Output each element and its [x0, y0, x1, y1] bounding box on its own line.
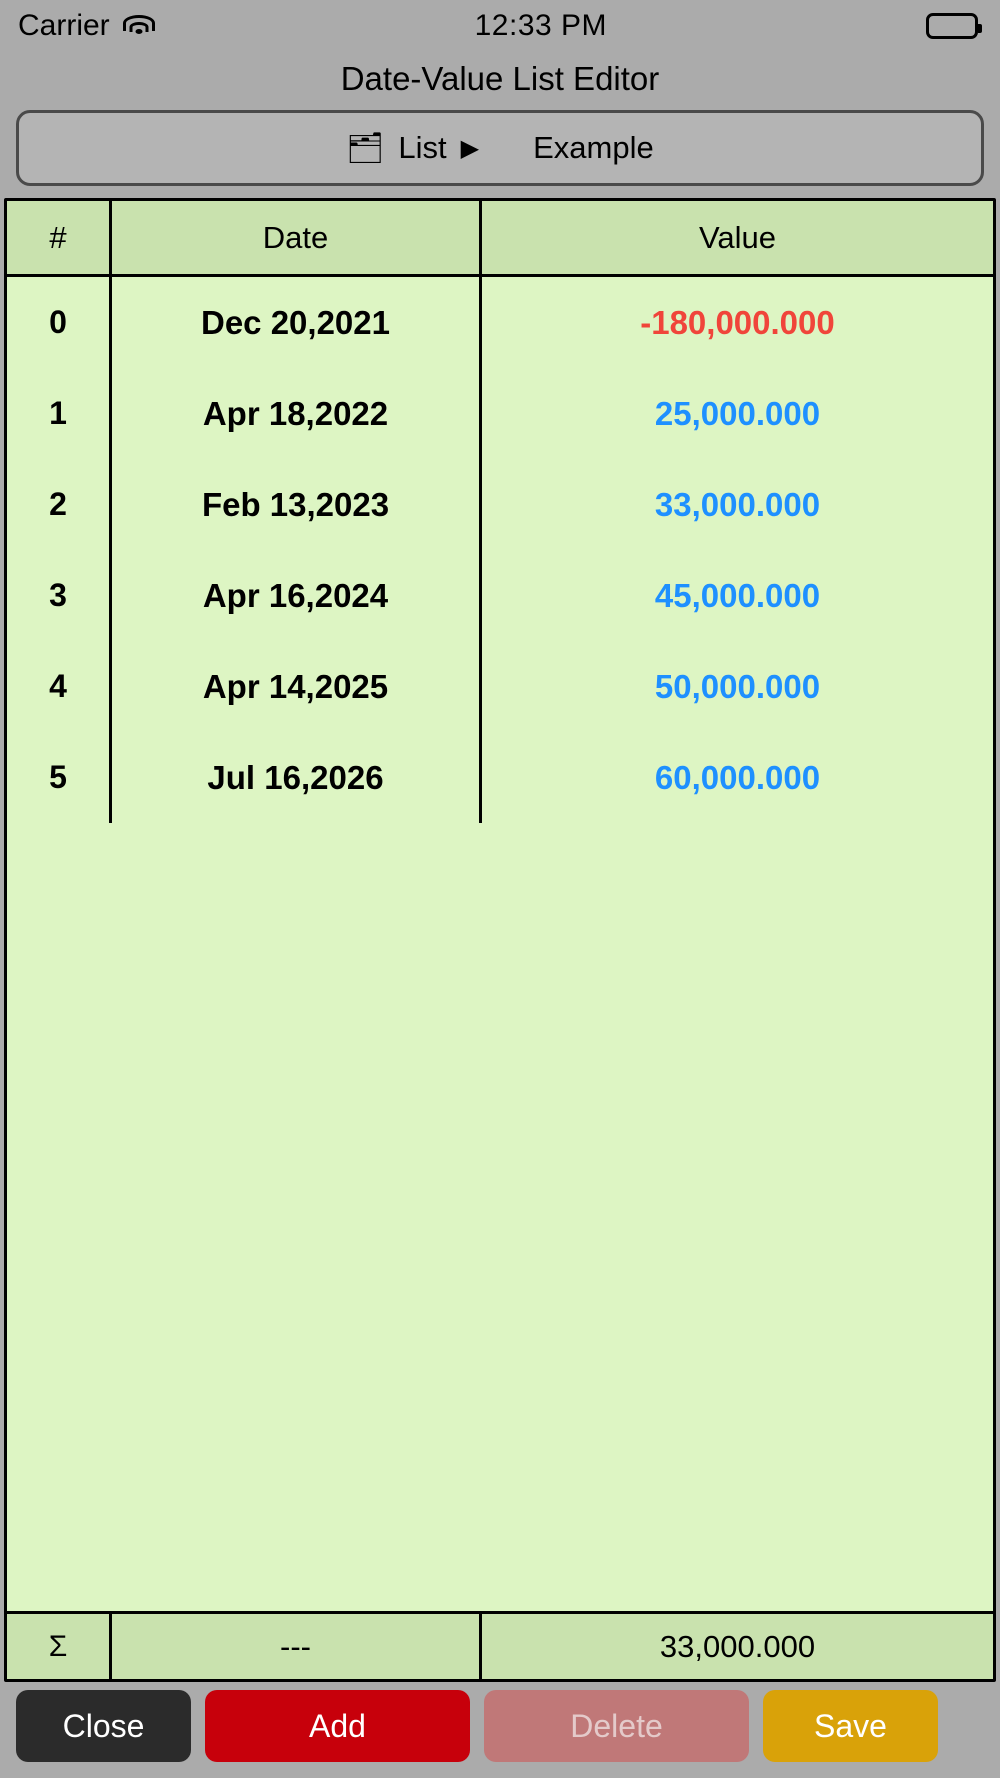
chevron-right-icon: ▶ [460, 134, 480, 162]
row-date[interactable]: Jul 16,2026 [112, 732, 482, 823]
table-footer-row [7, 1611, 993, 1679]
row-index: 4 [7, 641, 112, 732]
table-row[interactable] [7, 368, 993, 459]
row-date[interactable]: Apr 16,2024 [112, 550, 482, 641]
row-value[interactable]: 45,000.000 [654, 576, 821, 614]
row-date[interactable]: Apr 14,2025 [112, 641, 482, 732]
row-index: 5 [7, 732, 112, 823]
page-title: Date-Value List Editor [340, 60, 660, 97]
column-header-value: Value [699, 219, 776, 255]
row-value[interactable]: 60,000.000 [654, 758, 821, 796]
table-row[interactable] [7, 641, 993, 732]
folder-icon: 🗂 [346, 131, 385, 165]
table-body [7, 277, 993, 1611]
row-value[interactable]: -180,000.000 [640, 303, 835, 341]
row-index: 2 [7, 459, 112, 550]
sum-total: 33,000.000 [659, 1628, 816, 1664]
table-row[interactable] [7, 459, 993, 550]
table-row[interactable] [7, 732, 993, 823]
sum-symbol: Σ [7, 1614, 112, 1679]
delete-button[interactable]: Delete [484, 1690, 749, 1762]
save-button[interactable]: Save [763, 1690, 938, 1762]
row-index: 3 [7, 550, 112, 641]
row-index: 0 [7, 277, 112, 368]
row-index: 1 [7, 368, 112, 459]
column-header-index: # [7, 201, 112, 274]
wifi-icon [122, 13, 156, 39]
add-button[interactable]: Add [205, 1690, 470, 1762]
list-selector-label: List [398, 130, 447, 165]
row-value[interactable]: 25,000.000 [654, 394, 821, 432]
row-value[interactable]: 50,000.000 [654, 667, 821, 705]
status-bar-right [926, 13, 978, 39]
carrier-label: Carrier [18, 9, 110, 42]
row-date[interactable]: Dec 20,2021 [112, 277, 482, 368]
battery-full-icon [926, 13, 978, 39]
row-date[interactable]: Feb 13,2023 [112, 459, 482, 550]
date-value-table [4, 198, 996, 1682]
sum-date: --- [112, 1614, 482, 1679]
list-selector-wrap [0, 110, 1000, 186]
table-row[interactable] [7, 550, 993, 641]
action-button-bar [0, 1682, 1000, 1778]
status-bar [0, 0, 1000, 52]
close-button[interactable]: Close [16, 1690, 191, 1762]
clock-label: 12:33 PM [474, 9, 608, 42]
column-header-date: Date [112, 201, 482, 274]
list-selector-button[interactable] [16, 110, 984, 186]
table-header-row [7, 201, 993, 277]
row-value[interactable]: 33,000.000 [654, 485, 821, 523]
row-date[interactable]: Apr 18,2022 [112, 368, 482, 459]
selected-list-name: Example [533, 130, 654, 165]
table-row[interactable] [7, 277, 993, 368]
status-bar-left [18, 9, 156, 43]
